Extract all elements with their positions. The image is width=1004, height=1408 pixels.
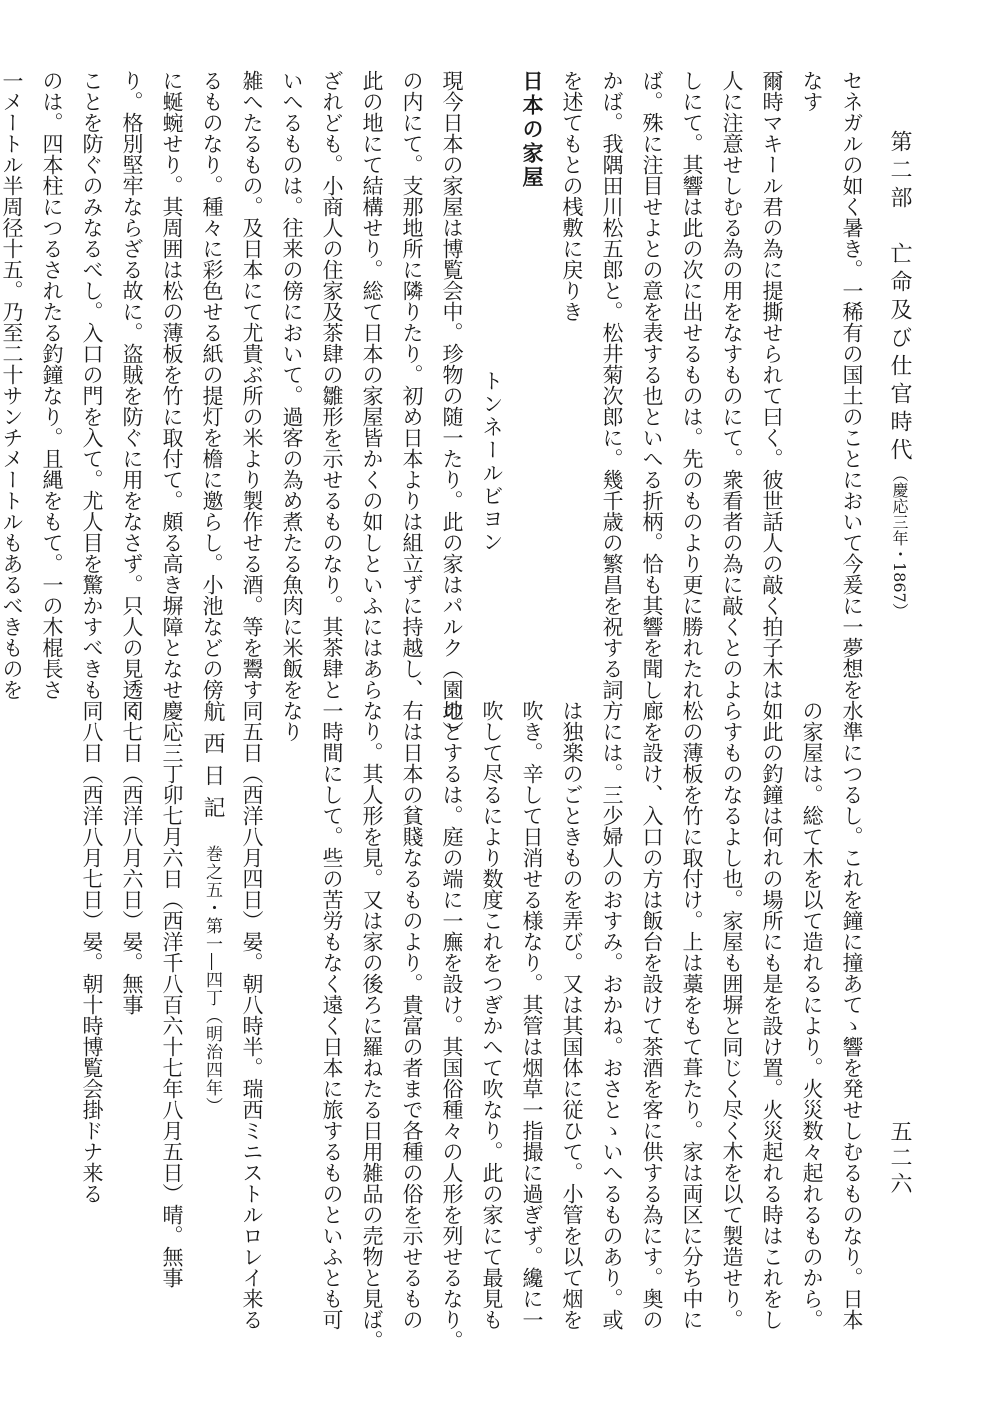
text-line: ば。殊に注目せよとの意を表する也といへる折柄。恰も其響を聞し bbox=[640, 70, 664, 700]
header-era: （慶応三年・1867） bbox=[890, 466, 909, 619]
text-line: 廊を設け、入口の方は飯台を設けて茶酒を客に供する為にす。奥の bbox=[640, 700, 664, 1330]
text-line: り。格別堅牢ならざる故に。盗賊を防ぐに用をなさず。只人の見透く bbox=[120, 70, 144, 721]
section-byline: トンネールビヨン bbox=[480, 370, 504, 554]
diary-entry: 同七日（西洋八月六日）晏。無事 bbox=[120, 700, 144, 1015]
text-line: 右は日本の貧賤なるものより。貴富の者まで各種の俗を示せるもの bbox=[400, 700, 424, 1330]
text-line: 現今日本の家屋は博覧会中。珍物の随一たり。此の家はパルク（園地） bbox=[440, 70, 464, 742]
text-line: のとするは。庭の端に一廡を設け。其国俗種々の人形を列せるなり。 bbox=[440, 700, 464, 1351]
text-line: なり bbox=[280, 700, 304, 742]
text-line: 人に注意せしむる為の用をなすものにて。衆看者の為に敲くとのよ bbox=[720, 70, 744, 700]
text-line: 雑へたるもの。及日本にて尤貴ぶ所の米より製作せる酒。等を鬻す bbox=[240, 70, 264, 700]
text-line: 此の地にて結構せり。総て日本の家屋皆かくの如しといふにはあら bbox=[360, 70, 384, 700]
text-line: 水準につるし。これを鐘に撞あてゝ響を発せしむるものなり。日本 bbox=[840, 700, 864, 1330]
text-line: 一メートル半周径十五。乃至二十サンチメートルもあるべきものを bbox=[0, 70, 24, 700]
diary-title-line bbox=[192, 700, 232, 1360]
text-line: に蜒蜿せり。其周囲は松の薄板を竹に取付て。頗る高き塀障となせ bbox=[160, 70, 184, 700]
text-line: るものなり。種々に彩色せる紙の提灯を檐に邀らし。小池などの傍 bbox=[200, 70, 224, 700]
diary-volume: 巻之五・第一―四丁（明治四年） bbox=[202, 845, 222, 1115]
text-line: は独楽のごときものを弄び。又は其国体に従ひて。小管を以て烟を bbox=[560, 700, 584, 1330]
text-line: を述てもとの桟敷に戻りき bbox=[560, 70, 584, 322]
section-heading: 日本の家屋 bbox=[520, 70, 545, 190]
text-line: 方には。三少婦人のおすみ。おかね。おさとゝいへるものあり。或 bbox=[600, 700, 624, 1330]
running-header bbox=[882, 130, 916, 619]
diary-entry: 同五日（西洋八月四日）晏。朝八時半。瑞西ミニストルロレイ来る bbox=[240, 700, 264, 1330]
text-line: らすものなるよし也。家屋も囲塀と同じく尽く木を以て製造せり。 bbox=[720, 700, 744, 1330]
text-line: 一時間にして。些の苦労もなく遠く日本に旅するものといふとも可 bbox=[320, 700, 344, 1330]
text-line: いへるものは。往来の傍において。過客の為め煮たる魚肉に米飯を bbox=[280, 70, 304, 700]
header-title: 第二部 亡命及び仕官時代 bbox=[887, 130, 912, 466]
text-line: ざれども。小商人の住家及茶肆の雛形を示せるものなり。其茶肆と bbox=[320, 70, 344, 700]
text-line: かば。我隅田川松五郎と。松井菊次郎に。幾千歳の繁昌を祝する詞 bbox=[600, 70, 624, 700]
page-number: 五二六 bbox=[887, 1120, 912, 1198]
text-line: 吹して尽るにより数度これをつぎかへて吹なり。此の家にて最見も bbox=[480, 700, 504, 1330]
text-line: のは。四本柱につるされたる釣鐘なり。且縄をもて。一の木棍長さ bbox=[40, 70, 64, 700]
section-heading-line bbox=[512, 70, 552, 670]
diary-title: 航西日記 bbox=[200, 700, 225, 828]
text-line: 吹き。辛して日消せる様なり。其管は烟草一指撮に過ぎず。纔に一 bbox=[520, 700, 544, 1330]
text-line: ことを防ぐのみなるべし。入口の門を入て。尤人目を驚かすべきも bbox=[80, 70, 104, 700]
text-line: なり。其人形を見。又は家の後ろに羅ねたる日用雑品の売物と見ば。 bbox=[360, 700, 384, 1351]
text-line: なす bbox=[800, 70, 824, 112]
text-line: の家屋は。総て木を以て造れるにより。火災数々起れるものから。 bbox=[800, 700, 824, 1330]
text-line: の内にて。支那地所に隣りたり。初め日本よりは組立ずに持越し、 bbox=[400, 70, 424, 700]
diary-entry: 慶応三丁卯七月六日（西洋千八百六十七年八月五日）晴。無事 bbox=[160, 700, 184, 1288]
text-line: 如此の釣鐘は何れの場所にも是を設け置。火災起れる時はこれをし bbox=[760, 700, 784, 1330]
top-text-block bbox=[0, 70, 872, 742]
diary-entry: 同八日（西洋八月七日）晏。朝十時博覧会掛ドナ来る bbox=[80, 700, 104, 1204]
text-line: 松の薄板を竹に取付け。上は藁をもて葺たり。家は両区に分ち中に bbox=[680, 700, 704, 1330]
text-line: 爾時マキール君の為に提撕せられて曰く。彼世話人の敲く拍子木は bbox=[760, 70, 784, 700]
text-line: セネガルの如く暑き。一稀有の国土のことにおいて今爰に一夢想を bbox=[840, 70, 864, 700]
text-line: しにて。其響は此の次に出せるものは。先のものより更に勝れたれ bbox=[680, 70, 704, 700]
bottom-text-block bbox=[72, 700, 872, 1360]
